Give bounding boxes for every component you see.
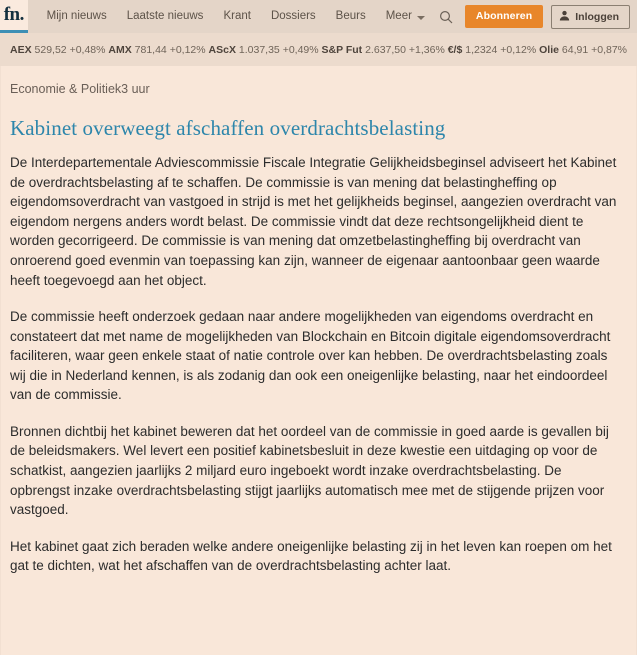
nav-meer[interactable] xyxy=(376,0,435,33)
nav-meer-label: Meer xyxy=(385,10,412,22)
ticker-item-aex[interactable] xyxy=(10,44,105,56)
market-ticker-bar xyxy=(0,33,637,66)
article-container xyxy=(0,66,637,655)
article-meta xyxy=(8,66,622,96)
ticker-item-eur-usd[interactable] xyxy=(448,44,536,56)
ticker-symbol: €/$ xyxy=(447,43,463,56)
article-paragraph: De commissie heeft onderzoek gedaan naar andere mogelijkheden van eigendoms overdracht en constateert dat met name de mogelijkheden van Blockchain en Bitcoin digitale eigendomsoverdracht faciliteren, waar geen enkele staat of natie controle over kan hebben. De overdrachtsbelasting zoals wij die in Nederland kennen, is als zodanig dan ook een oneigenlijke belasting, naar het eindoordeel van de commissie. xyxy=(10,309,611,403)
nav-krant[interactable]: Krant xyxy=(223,10,251,22)
nav-mijn-nieuws[interactable]: Mijn nieuws xyxy=(46,10,107,22)
ticker-symbol: AScX xyxy=(208,43,236,56)
nav-beurs[interactable]: Beurs xyxy=(335,10,366,22)
ticker-item-ascx[interactable] xyxy=(209,44,319,56)
nav-dossiers[interactable]: Dossiers xyxy=(270,10,316,22)
chevron-down-icon xyxy=(417,16,425,20)
ticker-change: +0,87% xyxy=(591,43,627,56)
nav-laatste-nieuws[interactable]: Laatste nieuws xyxy=(126,10,204,22)
ticker-value: 529,52 xyxy=(34,43,67,56)
top-navigation-bar xyxy=(0,0,637,33)
article-paragraph: Het kabinet gaat zich beraden welke andere oneigenlijke belasting zij in het leven kan roepen om het gat te dichten, wat het afschaffen van de overdrachtsbelasting achter laat. xyxy=(10,538,612,574)
ticker-change: +0,49% xyxy=(282,43,319,56)
ticker-symbol: AMX xyxy=(108,43,132,56)
article-paragraph: Bronnen dichtbij het kabinet beweren dat het oordeel van de commissie in goed aarde is gevallen bij de beleidsmakers. Wel levert een positief kabinetsbesluit in deze kwestie een uitdaging op voor de schatkist, aangezien jaarlijks 2 miljard euro ingeboekt wordt inzake overdrachtsbelasting. De opbrengst inzake overdrachtsbelasting stijgt jaarlijks automatisch mee met de stijgende prijzen voor vastgoed. xyxy=(10,423,609,518)
ticker-change: +0,12% xyxy=(169,43,206,56)
search-icon[interactable] xyxy=(435,6,457,28)
ticker-value: 1,2324 xyxy=(465,43,498,56)
article-body xyxy=(8,153,622,576)
ticker-change: +0,12% xyxy=(500,43,537,56)
login-button[interactable] xyxy=(551,5,630,29)
article-headline: Kabinet overweegt afschaffen overdrachtsbelasting xyxy=(10,116,446,140)
ticker-value: 1.037,35 xyxy=(238,43,280,56)
ticker-symbol: S&P Fut xyxy=(321,43,363,56)
ticker-item-olie[interactable] xyxy=(539,44,627,56)
ticker-symbol: AEX xyxy=(10,43,32,56)
ticker-value: 2.637,50 xyxy=(365,43,406,56)
article-category[interactable]: Economie & Politiek xyxy=(10,82,122,96)
ticker-change: +0,48% xyxy=(69,43,106,56)
ticker-symbol: Olie xyxy=(539,43,559,56)
ticker-item-amx[interactable] xyxy=(108,44,205,56)
login-button-label: Inloggen xyxy=(575,10,619,23)
ticker-change: +1,36% xyxy=(408,43,445,56)
subscribe-button[interactable]: Abonneren xyxy=(465,5,543,28)
fn-logo-text: fn. xyxy=(3,4,24,25)
fn-logo[interactable] xyxy=(0,0,28,33)
article-timestamp: 3 uur xyxy=(121,82,150,96)
ticker-value: 781,44 xyxy=(134,43,167,56)
ticker-value: 64,91 xyxy=(561,43,589,56)
top-bar-actions xyxy=(435,0,637,33)
user-icon xyxy=(559,10,570,24)
ticker-item-sp-fut[interactable] xyxy=(322,44,445,56)
main-navigation xyxy=(28,0,435,33)
article-paragraph: De Interdepartementale Adviescommissie Fiscale Integratie Gelijkheidsbeginsel adviseert het Kabinet de overdrachtsbelasting af te schaffen. De commissie is van mening dat belastingheffing op eigendomsoverdracht van vastgoed in strijd is met het gelijkheids beginsel, aangezien overdracht van eigendom nergens anders wordt belast. De commissie vindt dat deze rechtsongelijkheid dient te worden gecorrigeerd. De commissie is van mening dat omzetbelastingheffing bij overdracht van onroerend goed evenmin van toepassing kan zijn, wanneer de eigenaar aantoonbaar geen waarde heeft toegevoegd aan het object. xyxy=(10,155,617,288)
